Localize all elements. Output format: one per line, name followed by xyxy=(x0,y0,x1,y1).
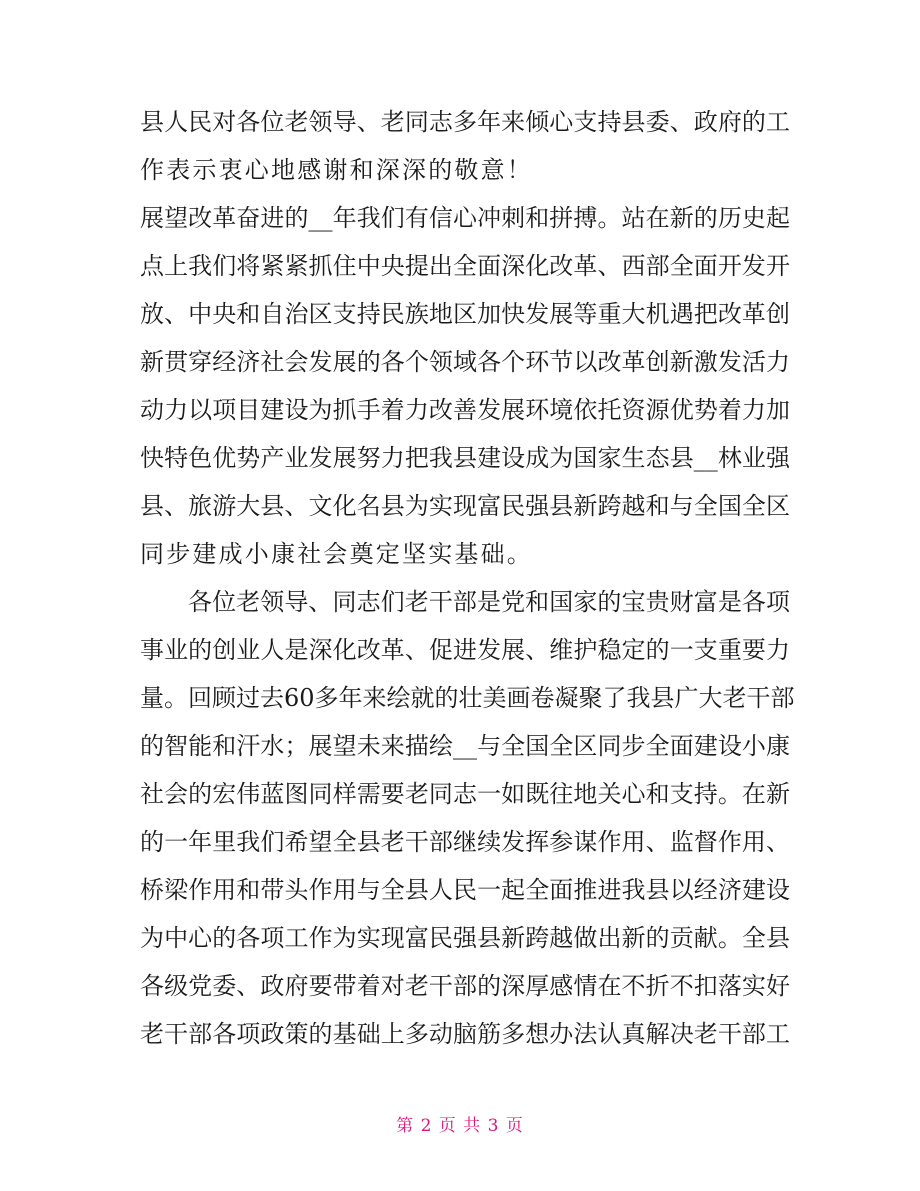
text-line: 量。回顾过去60多年来绘就的壮美画卷凝聚了我县广大老干部 xyxy=(140,684,795,712)
text-line: 社会的宏伟蓝图同样需要老同志一如既往地关心和支持。在新 xyxy=(140,780,790,808)
text-line: 展望改革奋进的__年我们有信心冲刺和拼搏。站在新的历史起 xyxy=(140,204,790,232)
text-line: 桥梁作用和带头作用与全县人民一起全面推进我县以经济建设 xyxy=(140,876,790,904)
text-line: 各位老领导、同志们老干部是党和国家的宝贵财富是各项 xyxy=(188,588,790,616)
text-line: 作表示衷心地感谢和深深的敬意！ xyxy=(140,156,533,184)
text-line: 为中心的各项工作为实现富民强县新跨越做出新的贡献。全县 xyxy=(140,924,790,952)
text-line: 新贯穿经济社会发展的各个领域各个环节以改革创新激发活力 xyxy=(140,348,790,376)
text-line: 各级党委、政府要带着对老干部的深厚感情在不折不扣落实好 xyxy=(140,972,790,1000)
text-line: 动力以项目建设为抓手着力改善发展环境依托资源优势着力加 xyxy=(140,396,790,424)
text-line: 点上我们将紧紧抓住中央提出全面深化改革、西部全面开发开 xyxy=(140,252,790,280)
text-line: 县、旅游大县、文化名县为实现富民强县新跨越和与全国全区 xyxy=(140,492,790,520)
text-line: 同步建成小康社会奠定坚实基础。 xyxy=(140,540,533,568)
text-line: 的一年里我们希望全县老干部继续发挥参谋作用、监督作用、 xyxy=(140,828,790,856)
text-line: 快特色优势产业发展努力把我县建设成为国家生态县__林业强 xyxy=(140,444,790,472)
text-line: 放、中央和自治区支持民族地区加快发展等重大机遇把改革创 xyxy=(140,300,790,328)
text-line: 的智能和汗水；展望未来描绘__与全国全区同步全面建设小康 xyxy=(140,732,790,760)
document-body xyxy=(140,98,795,1058)
page-number-footer: 第 2 页 共 3 页 xyxy=(396,1116,524,1136)
text-line: 县人民对各位老领导、老同志多年来倾心支持县委、政府的工 xyxy=(140,108,790,136)
text-line: 事业的创业人是深化改革、促进发展、维护稳定的一支重要力 xyxy=(140,636,790,664)
text-line: 老干部各项政策的基础上多动脑筋多想办法认真解决老干部工 xyxy=(140,1020,790,1048)
